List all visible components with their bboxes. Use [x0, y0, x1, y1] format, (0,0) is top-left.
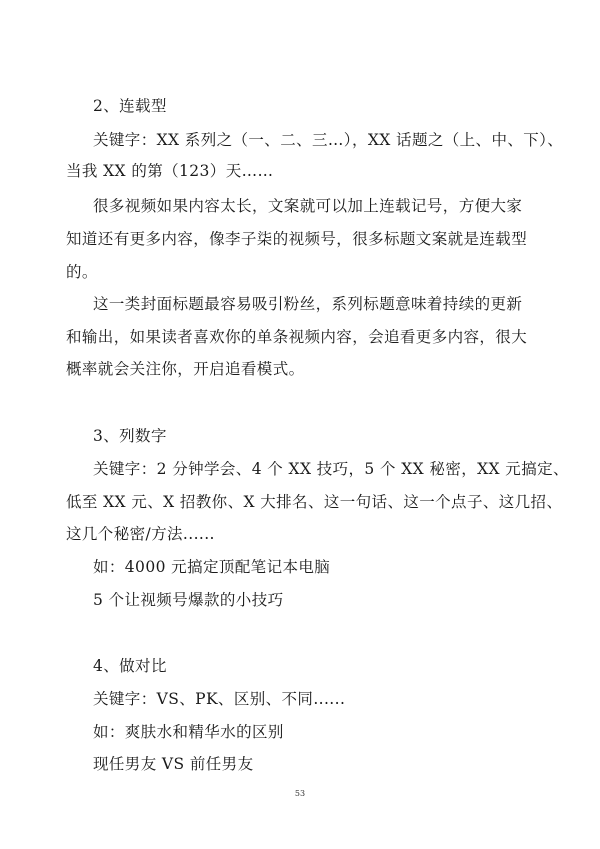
paragraph-line: 这几个秘密/方法......: [66, 525, 215, 543]
paragraph-line: 和输出，如果读者喜欢你的单条视频内容，会追看更多内容，很大: [66, 328, 528, 346]
example-line: 现任男友 VS 前任男友: [93, 755, 254, 773]
paragraph-line: 当我 XX 的第（123）天……: [66, 162, 274, 180]
section-heading-list-numbers: 3、列数字: [93, 427, 167, 445]
example-line: 如：爽肤水和精华水的区别: [93, 723, 284, 741]
section-heading-serialized: 2、连载型: [93, 97, 167, 115]
paragraph-line: 概率就会关注你，开启追看模式。: [66, 360, 305, 378]
paragraph-line: 知道还有更多内容，像李子柒的视频号，很多标题文案就是连载型: [66, 230, 528, 248]
paragraph-line: 关键字：2 分钟学会、4 个 XX 技巧，5 个 XX 秘密，XX 元搞定、: [93, 460, 569, 478]
paragraph-line: 的。: [66, 263, 98, 281]
example-line: 如：4000 元搞定顶配笔记本电脑: [93, 558, 331, 576]
example-line: 5 个让视频号爆款的小技巧: [93, 591, 284, 609]
paragraph-line: 很多视频如果内容太长，文案就可以加上连载记号，方便大家: [93, 197, 523, 215]
paragraph-line: 关键字：VS、PK、区别、不同......: [93, 690, 346, 708]
page-number: 53: [294, 789, 306, 798]
section-heading-comparison: 4、做对比: [93, 657, 167, 675]
paragraph-line: 关键字：XX 系列之（一、二、三…），XX 话题之（上、中、下）、: [93, 131, 564, 149]
paragraph-line: 低至 XX 元、X 招教你、X 大排名、这一句话、这一个点子、这几招、: [66, 493, 563, 511]
paragraph-line: 这一类封面标题最容易吸引粉丝，系列标题意味着持续的更新: [93, 295, 523, 313]
